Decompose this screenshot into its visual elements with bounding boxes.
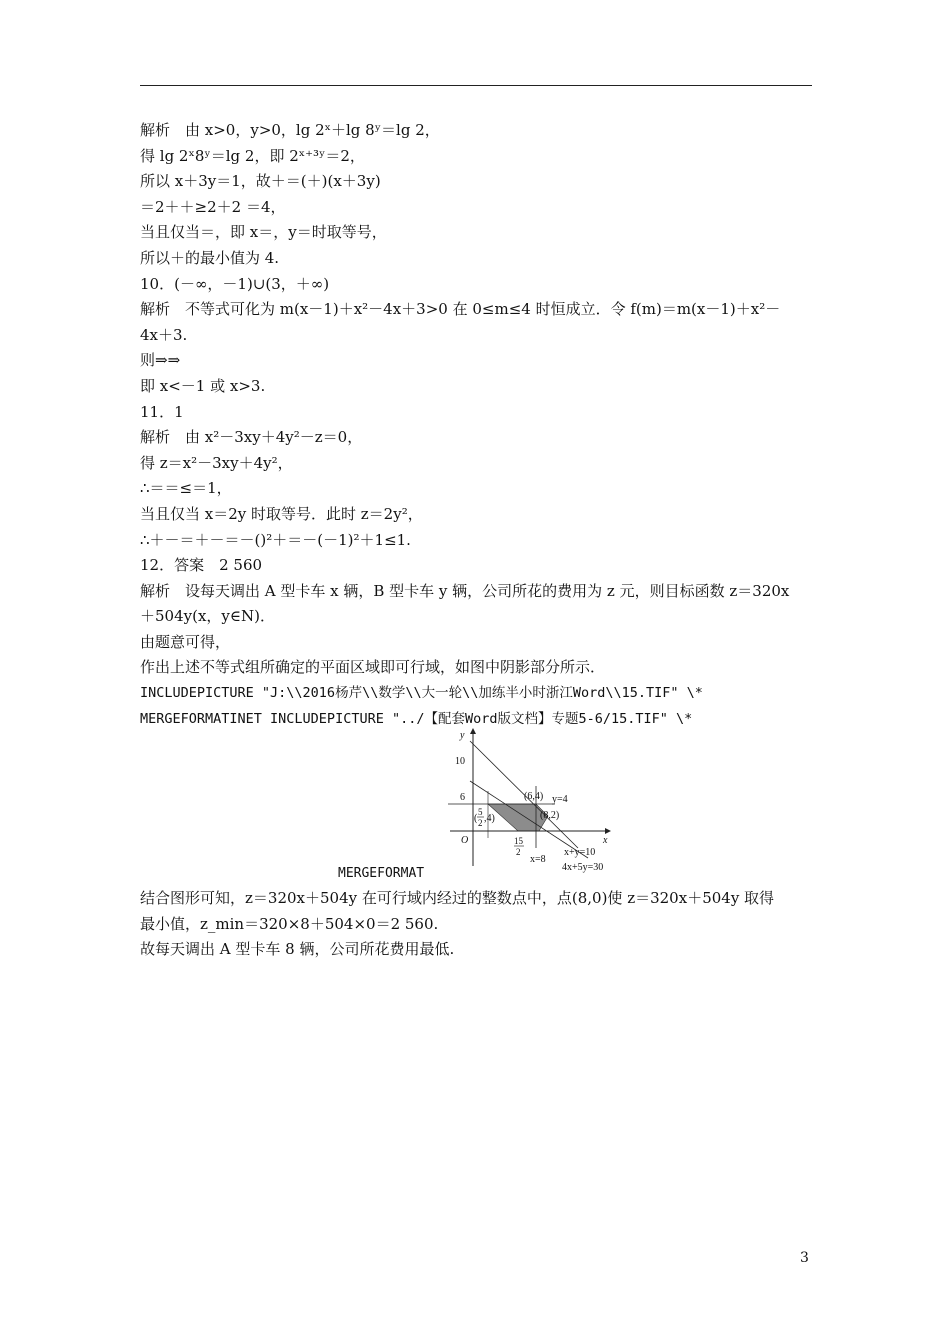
line-4x5y-label: 4x+5y=30 bbox=[562, 862, 604, 873]
text-line: 由题意可得， bbox=[140, 632, 231, 651]
line-x8-label: x=8 bbox=[530, 854, 546, 865]
point-a-close: ,4) bbox=[484, 813, 495, 824]
answer-11: 11．1 bbox=[140, 402, 184, 421]
text-line: ＝2＋＋≥2＋2 ＝4， bbox=[140, 197, 286, 216]
text-line: 当且仅当＝，即 x＝，y＝时取等号， bbox=[140, 223, 387, 242]
point-a-open: ( bbox=[474, 813, 478, 824]
solution-text bbox=[140, 118, 812, 732]
text-line: 当且仅当 x＝2y 时取等号．此时 z＝2y²， bbox=[140, 504, 423, 523]
y-axis-label: y bbox=[460, 730, 465, 741]
merge-format-label: MERGEFORMAT bbox=[338, 866, 425, 881]
point-c-label: (8,2) bbox=[540, 810, 560, 821]
text-line: ＋504y(x，y∈N)． bbox=[140, 607, 275, 626]
text-line: 故每天调出 A 型卡车 8 辆，公司所花费用最低. bbox=[140, 940, 455, 959]
text-line: 所以 x＋3y＝1，故＋＝(＋)(x＋3y) bbox=[140, 172, 381, 191]
text-line: 得 lg 2ˣ8ʸ＝lg 2，即 2ˣ⁺³ʸ＝2， bbox=[140, 146, 365, 165]
point-a-num: 5 bbox=[478, 807, 483, 817]
text-line: 解析 由 x²－3xy＋4y²－z＝0， bbox=[140, 428, 363, 447]
text-line: 则⇒⇒ bbox=[140, 351, 181, 370]
text-line: 即 x<－1 或 x>3. bbox=[140, 376, 266, 395]
x-axis-label: x bbox=[603, 835, 608, 846]
text-line: 解析 不等式可化为 m(x－1)＋x²－4x＋3>0 在 0≤m≤4 时恒成立．令 f(m)＝m(x－1)＋x²－ bbox=[140, 300, 781, 319]
text-line: ∴＝＝≤＝1， bbox=[140, 479, 232, 498]
line-y4-label: y=4 bbox=[552, 794, 568, 805]
origin-label: O bbox=[461, 835, 469, 846]
x-axis-arrow bbox=[605, 828, 611, 834]
field-code-line: INCLUDEPICTURE "J:\\2016杨芹\\数学\\大一轮\\加练半小时浙江Word\\15.TIF" \* bbox=[140, 685, 703, 702]
text-line: 作出上述不等式组所确定的平面区域即可行域，如图中阴影部分所示． bbox=[140, 658, 606, 677]
text-line: 4x＋3. bbox=[140, 325, 188, 344]
shaded-region bbox=[488, 804, 548, 831]
field-code-line: MERGEFORMATINET INCLUDEPICTURE "../【配套Word版文档】专题5-6/15.TIF" \* bbox=[140, 710, 693, 727]
text-line: 结合图形可知，z＝320x＋504y 在可行域内经过的整数点中，点(8,0)使 z＝320x＋504y 取得 bbox=[140, 889, 775, 907]
point-a-den: 2 bbox=[478, 818, 483, 828]
answer-12: 12．答案 2 560 bbox=[140, 556, 263, 575]
tick-10-label: 10 bbox=[455, 756, 465, 767]
header-rule bbox=[140, 85, 812, 86]
answer-10: 10．(－∞，－1)∪(3，＋∞) bbox=[140, 274, 330, 293]
tick-15-num: 15 bbox=[514, 836, 523, 846]
y-axis-arrow bbox=[470, 728, 476, 734]
page-number: 3 bbox=[800, 1250, 809, 1266]
text-line: ∴＋－＝＋－＝－()²＋＝－(－1)²＋1≤1. bbox=[140, 530, 411, 549]
text-line: 最小值，z_min＝320×8＋504×0＝2 560. bbox=[140, 914, 439, 933]
text-line: 得 z＝x²－3xy＋4y²， bbox=[140, 453, 293, 472]
point-b-label: (6,4) bbox=[524, 791, 544, 802]
line-sum10-label: x+y=10 bbox=[564, 847, 596, 858]
text-line: 所以＋的最小值为 4. bbox=[140, 248, 280, 267]
feasible-region-figure bbox=[440, 726, 640, 876]
tick-6-label: 6 bbox=[460, 792, 465, 803]
tick-15-den: 2 bbox=[516, 847, 521, 857]
conclusion-text bbox=[140, 886, 812, 963]
text-line: 解析 设每天调出 A 型卡车 x 辆，B 型卡车 y 辆，公司所花的费用为 z 元，则目标函数 z＝320x bbox=[140, 581, 790, 600]
text-line: 解析 由 x>0，y>0，lg 2ˣ＋lg 8ʸ＝lg 2， bbox=[140, 121, 440, 139]
